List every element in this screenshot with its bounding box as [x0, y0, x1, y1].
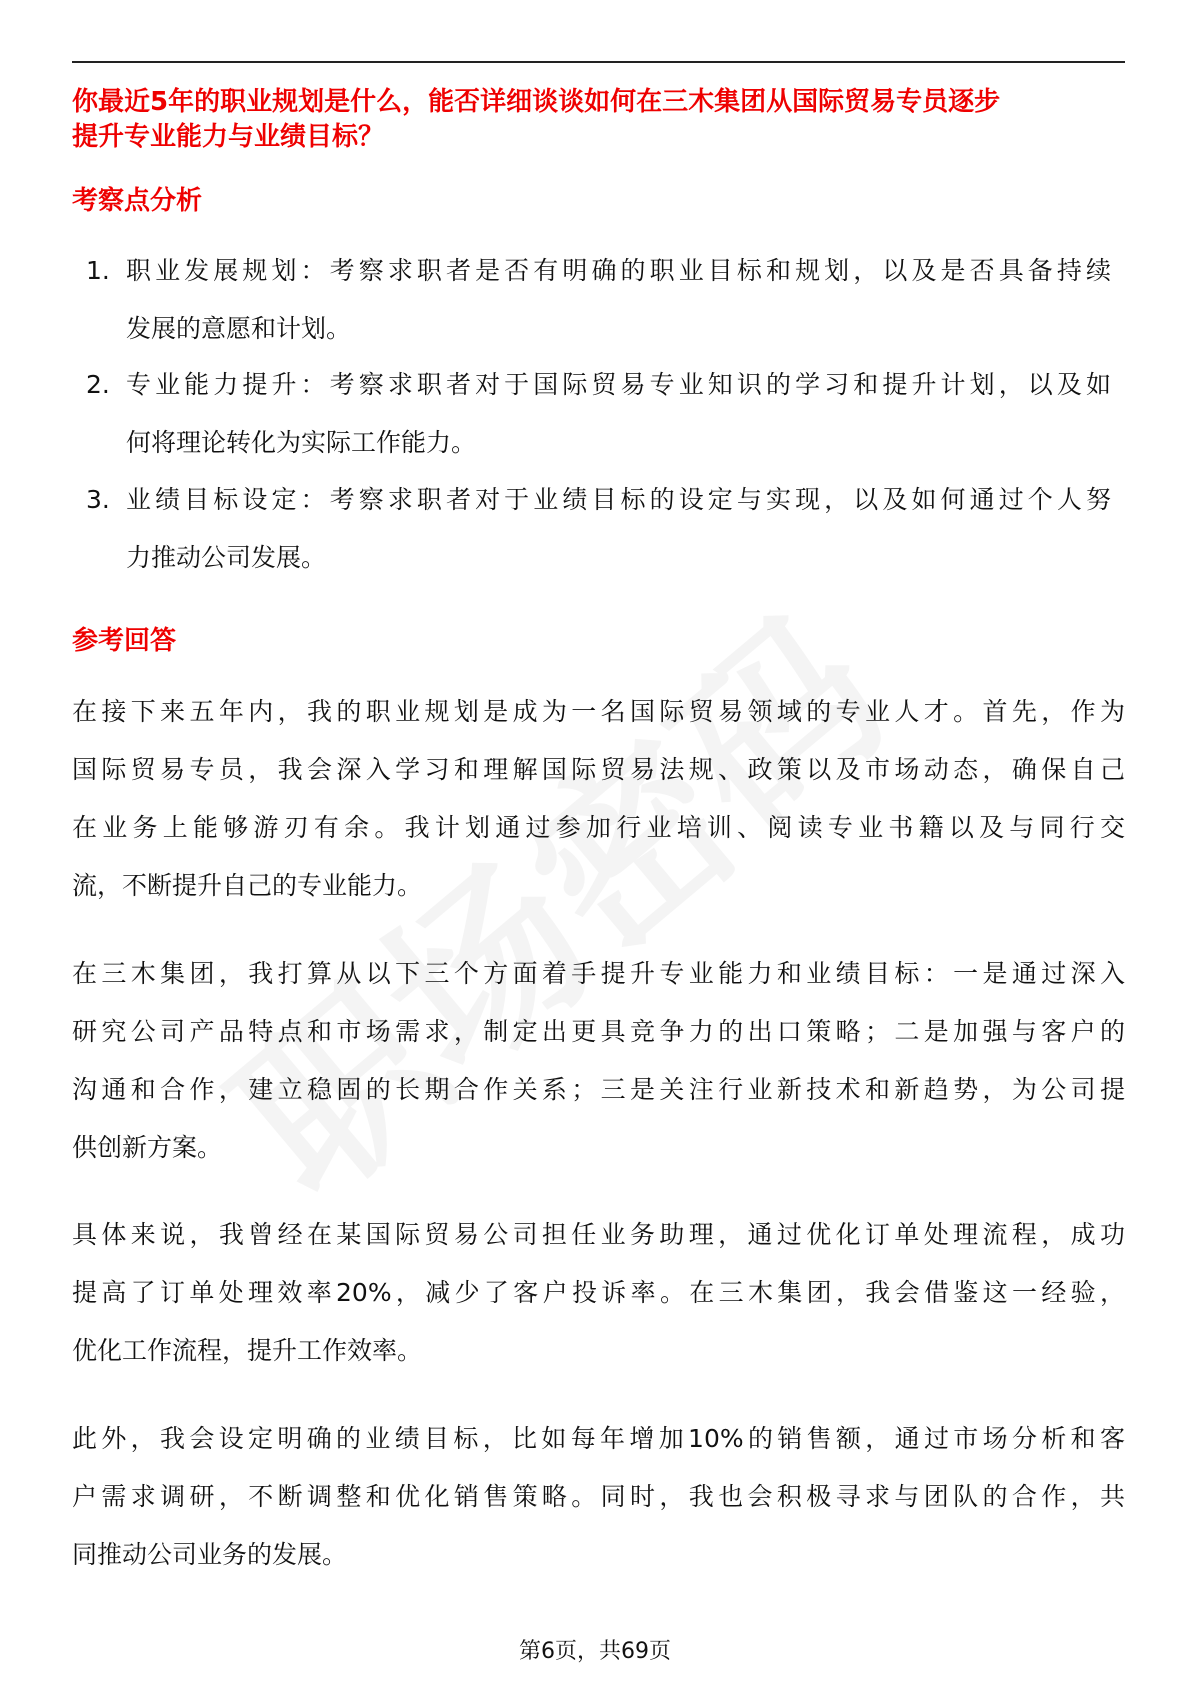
question-title-line: 提升专业能力与业绩目标？: [72, 122, 385, 152]
answer-paragraph-line: 沟通和合作，建立稳固的长期合作关系；三是关注行业新技术和新趋势，为公司提: [72, 1075, 1125, 1104]
list-item-text: 力推动公司发展。: [126, 543, 327, 572]
list-item-text: 何将理论转化为实际工作能力。: [126, 428, 477, 457]
answer-paragraph-line: 国际贸易专员，我会深入学习和理解国际贸易法规、政策以及市场动态，确保自己: [72, 755, 1125, 784]
answer-paragraph-line: 同推动公司业务的发展。: [72, 1540, 348, 1569]
list-item-text: 发展的意愿和计划。: [126, 314, 352, 343]
answer-paragraph-line: 优化工作流程，提升工作效率。: [72, 1336, 423, 1365]
answer-paragraph-line: 流，不断提升自己的专业能力。: [72, 871, 423, 900]
answer-paragraph-line: 在业务上能够游刃有余。我计划通过参加行业培训、阅读专业书籍以及与同行交: [72, 813, 1125, 842]
list-item-text: 职业发展规划：考察求职者是否有明确的职业目标和规划，以及是否具备持续: [126, 256, 1111, 285]
header-rule: [72, 61, 1125, 63]
answer-paragraph-line: 户需求调研，不断调整和优化销售策略。同时，我也会积极寻求与团队的合作，共: [72, 1482, 1125, 1511]
answer-paragraph-line: 供创新方案。: [72, 1133, 223, 1162]
answer-paragraph-line: 提高了订单处理效率20%，减少了客户投诉率。在三木集团，我会借鉴这一经验，: [72, 1278, 1125, 1307]
list-item-text: 业绩目标设定：考察求职者对于业绩目标的设定与实现，以及如何通过个人努: [126, 485, 1111, 514]
page-number: 第6页，共69页: [519, 1639, 671, 1664]
answer-heading: 参考回答: [72, 626, 177, 656]
list-item-text: 专业能力提升：考察求职者对于国际贸易专业知识的学习和提升计划，以及如: [126, 370, 1111, 399]
answer-paragraph-line: 此外，我会设定明确的业绩目标，比如每年增加10%的销售额，通过市场分析和客: [72, 1424, 1125, 1453]
question-title-line: 你最近5年的职业规划是什么，能否详细谈谈如何在三木集团从国际贸易专员逐步: [72, 87, 1001, 117]
answer-paragraph-line: 具体来说，我曾经在某国际贸易公司担任业务助理，通过优化订单处理流程，成功: [72, 1220, 1125, 1249]
answer-paragraph-line: 在接下来五年内，我的职业规划是成为一名国际贸易领域的专业人才。首先，作为: [72, 697, 1125, 726]
answer-paragraph-line: 研究公司产品特点和市场需求，制定出更具竞争力的出口策略；二是加强与客户的: [72, 1017, 1125, 1046]
list-item-number: 1.: [86, 256, 110, 285]
analysis-heading: 考察点分析: [72, 186, 203, 216]
answer-paragraph-line: 在三木集团，我打算从以下三个方面着手提升专业能力和业绩目标：一是通过深入: [72, 959, 1125, 988]
list-item-number: 3.: [86, 485, 110, 514]
list-item-number: 2.: [86, 370, 110, 399]
